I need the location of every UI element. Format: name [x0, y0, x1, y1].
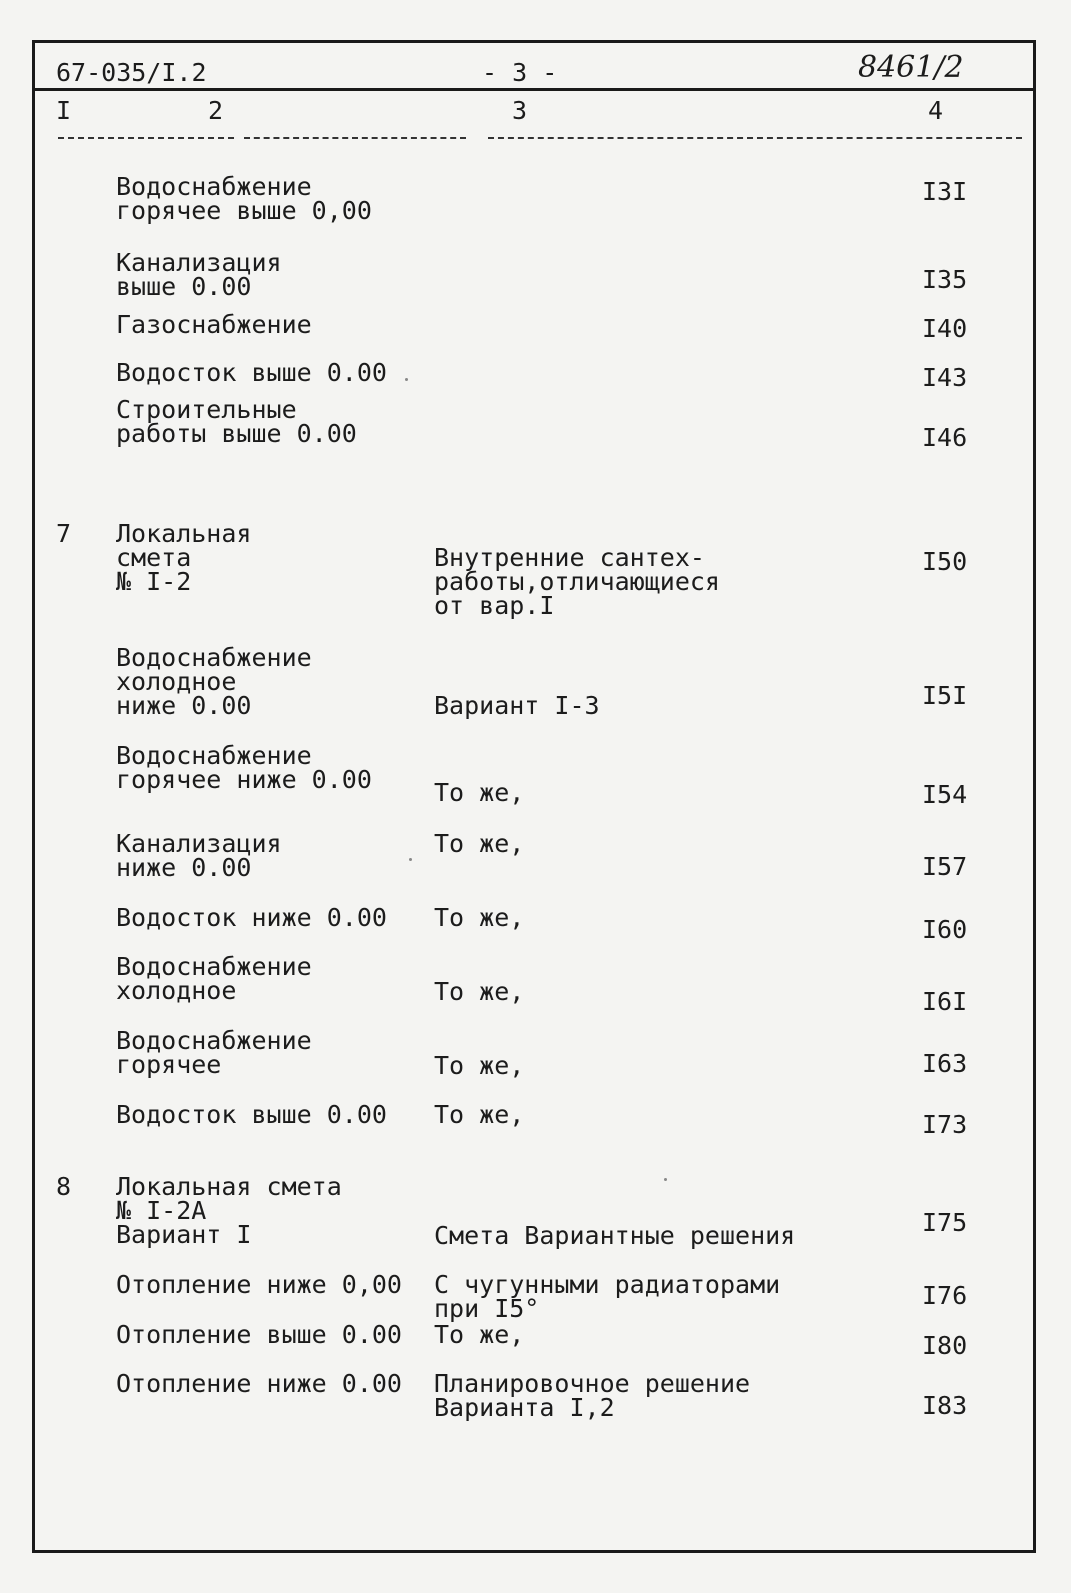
row-name: Отопление выше 0.00	[116, 1320, 402, 1349]
row-name: Локальная смета № I-2A Вариант I	[116, 1172, 342, 1249]
row-name: Водоснабжение горячее	[116, 1026, 312, 1079]
row-description: То же,	[434, 829, 525, 858]
row-name: Водоснабжение горячее выше 0,00	[116, 172, 372, 225]
scan-speck	[664, 1178, 667, 1181]
row-name: Водоснабжение холодное ниже 0.00	[116, 643, 312, 720]
row-name: Водоснабжение холодное	[116, 952, 312, 1005]
row-name: Локальная смета № I-2	[116, 519, 252, 596]
row-page: I73	[922, 1110, 968, 1139]
row-page: I46	[922, 423, 968, 452]
row-description: Планировочное решение Варианта I,2	[434, 1369, 751, 1422]
row-name: Отопление ниже 0.00	[116, 1369, 402, 1398]
column-divider-3	[488, 137, 1022, 139]
row-description: С чугунными радиаторами при I5°	[434, 1270, 781, 1323]
scan-speck	[409, 858, 412, 861]
row-description: То же,	[434, 1051, 525, 1080]
row-page: I40	[922, 314, 968, 343]
row-page: I50	[922, 547, 968, 576]
row-number: 7	[56, 519, 72, 548]
row-page: I43	[922, 363, 968, 392]
row-page: I63	[922, 1049, 968, 1078]
row-name: Газоснабжение	[116, 310, 312, 339]
col-header-1: I	[56, 96, 72, 125]
row-page: I80	[922, 1331, 968, 1360]
row-page: I60	[922, 915, 968, 944]
row-description: Внутренние сантех- работы,отличающиеся от вар.I	[434, 543, 720, 620]
row-number: 8	[56, 1172, 72, 1201]
row-description: То же,	[434, 1100, 525, 1129]
row-page: I3I	[922, 177, 968, 206]
row-page: I35	[922, 265, 968, 294]
row-description: Смета Вариантные решения	[434, 1221, 796, 1250]
row-description: То же,	[434, 903, 525, 932]
row-name: Строительные работы выше 0.00	[116, 395, 357, 448]
row-name: Водосток выше 0.00	[116, 1100, 387, 1129]
archive-number: 8461/2	[858, 50, 964, 85]
row-name: Канализация ниже 0.00	[116, 829, 282, 882]
row-page: I5I	[922, 681, 968, 710]
row-description: То же,	[434, 778, 525, 807]
col-header-4: 4	[928, 96, 944, 125]
row-name: Водоснабжение горячее ниже 0.00	[116, 741, 372, 794]
row-name: Канализация выше 0.00	[116, 248, 282, 301]
row-page: I83	[922, 1391, 968, 1420]
row-page: I75	[922, 1208, 968, 1237]
col-header-3: 3	[512, 96, 528, 125]
row-description: То же,	[434, 977, 525, 1006]
row-name: Водосток выше 0.00	[116, 358, 387, 387]
header-rule	[34, 88, 1036, 91]
row-name: Водосток ниже 0.00	[116, 903, 387, 932]
row-page: I54	[922, 780, 968, 809]
row-description: То же,	[434, 1320, 525, 1349]
page-number: - 3 -	[482, 58, 558, 87]
column-divider-1	[58, 137, 234, 139]
col-header-2: 2	[208, 96, 224, 125]
scan-speck	[405, 378, 408, 381]
document-code: 67-035/I.2	[56, 58, 207, 87]
row-name: Отопление ниже 0,00	[116, 1270, 402, 1299]
row-page: I76	[922, 1281, 968, 1310]
row-page: I6I	[922, 987, 968, 1016]
row-description: Вариант I-3	[434, 691, 600, 720]
row-page: I57	[922, 852, 968, 881]
column-divider-2	[244, 137, 466, 139]
